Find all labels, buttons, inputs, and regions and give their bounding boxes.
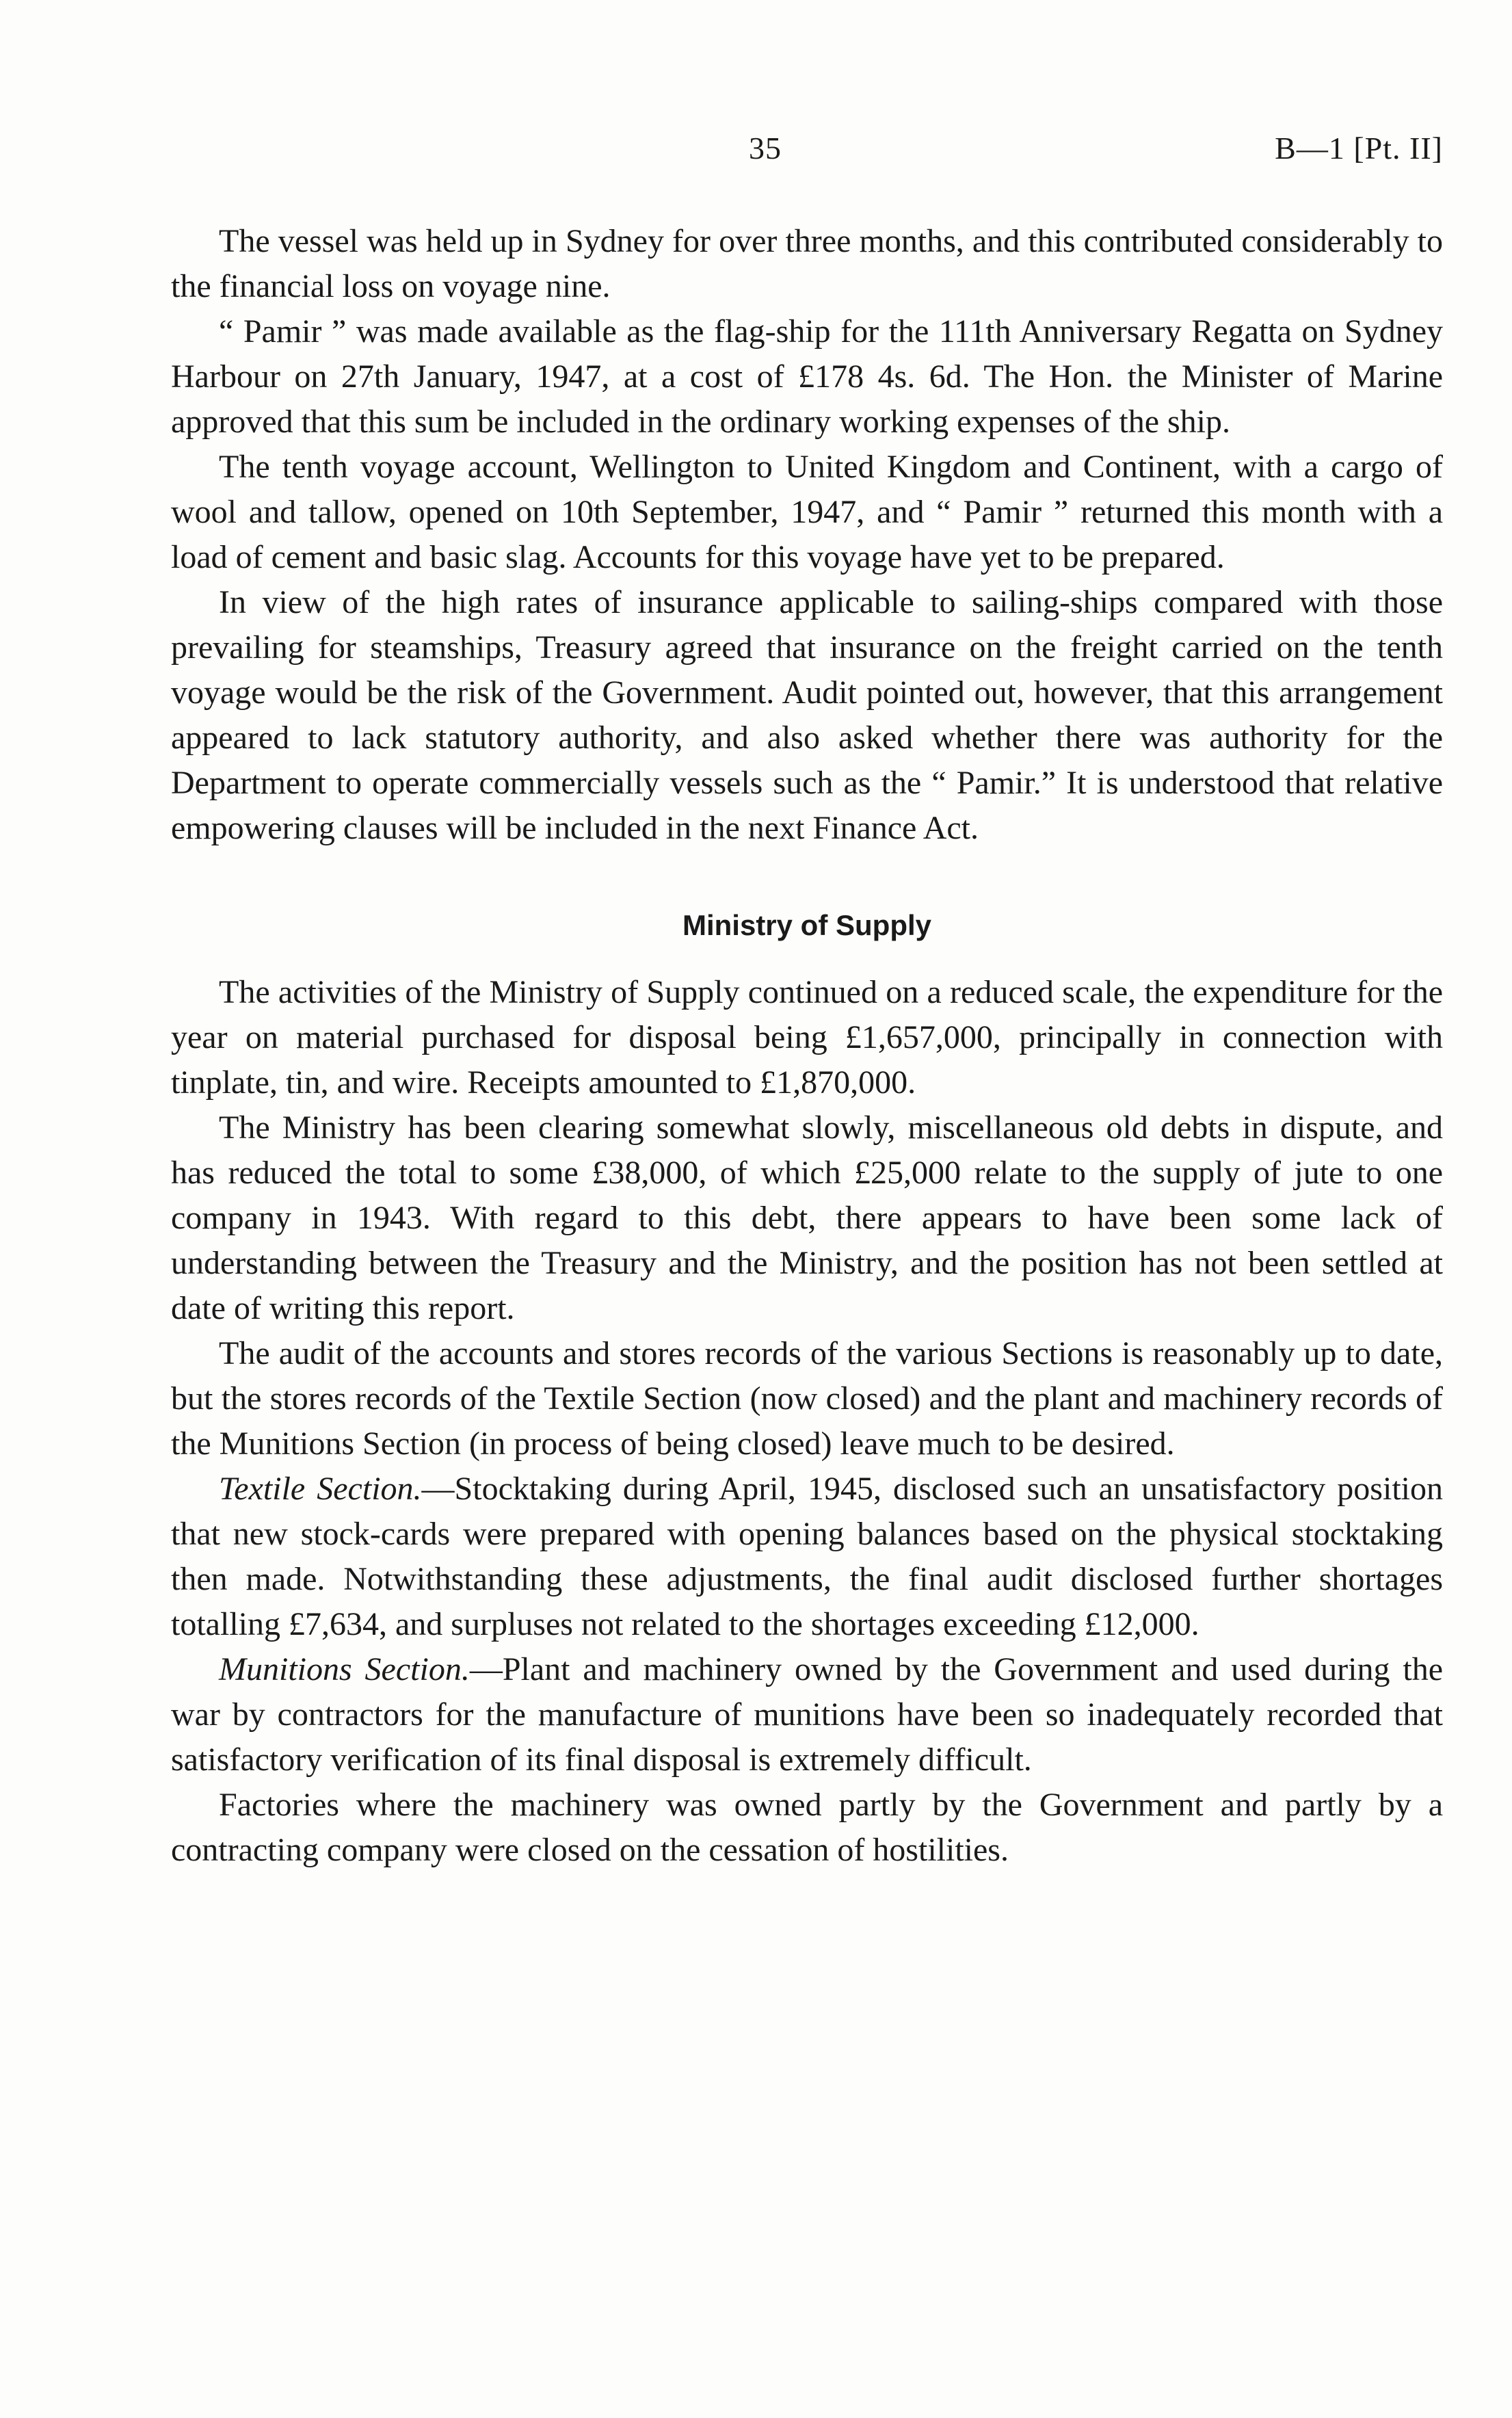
body-text <box>171 219 1443 1873</box>
paragraph: In view of the high rates of insurance applicable to sailing-ships compared with those prevailing for steamships, Treasury agreed that insurance on the freight carried on the tenth voyage would be the risk of the Government. Audit pointed out, however, that this arrangement appeared to lack statutory authority, and also asked whether there was authority for the Department to operate commercially vessels such as the “ Pamir.” It is understood that relative empowering clauses will be included in the next Finance Act. <box>171 584 1443 846</box>
page-number: 35 <box>749 131 782 166</box>
textile-section-text: —Stocktaking during April, 1945, disclosed such an unsatisfactory position that new stock-cards were prepared with opening balances based on the physical stocktaking then made. Notwithstanding these adjustments, the final audit disclosed further shortages totalling £7,634, and surpluses not related to the shortages exceeding £12,000. <box>171 1471 1443 1642</box>
munitions-section-text: —Plant and machinery owned by the Government and used during the war by contractors for the manufacture of munitions have been so inadequately recorded that satisfactory verification of its final disposal is extremely difficult. <box>171 1651 1444 1778</box>
paragraph: The Ministry has been clearing somewhat slowly, miscellaneous old debts in dispute, and has reduced the total to some £38,000, of which £25,000 relate to the supply of jute to one company in 1943. With regard to this debt, there appears to have been some lack of understanding between the Treasury and the Ministry, and the position has not been settled at date of writing this report. <box>171 1109 1443 1326</box>
munitions-section-subhead: Munitions Section. <box>219 1651 470 1687</box>
paragraph: “ Pamir ” was made available as the flag-ship for the 111th Anniversary Regatta on Sydney Harbour on 27th January, 1947, at a cost of £178 4s. 6d. The Hon. the Minister of Marine approved that this sum be included in the ordinary working expenses of the ship. <box>171 313 1443 440</box>
munitions-section-paragraph <box>171 1647 1443 1783</box>
document-reference: B—1 [Pt. II] <box>1275 131 1443 166</box>
paragraph: The vessel was held up in Sydney for over three months, and this contributed considerably to the financial loss on voyage nine. <box>171 223 1443 304</box>
textile-section-subhead: Textile Section. <box>219 1471 422 1507</box>
paragraph: The tenth voyage account, Wellington to United Kingdom and Continent, with a cargo of wool and tallow, opened on 10th September, 1947, and “ Pamir ” returned this month with a load of cement and basic slag. Accounts for this voyage have yet to be prepared. <box>171 449 1443 575</box>
paragraph: The activities of the Ministry of Supply continued on a reduced scale, the expenditure for the year on material purchased for disposal being £1,657,000, principally in connection with tinplate, tin, and wire. Receipts amounted to £1,870,000. <box>171 974 1443 1101</box>
textile-section-paragraph <box>171 1467 1443 1647</box>
paragraph: The audit of the accounts and stores records of the various Sections is reasonably up to date, but the stores records of the Textile Section (now closed) and the plant and machinery records of the Munitions Section (in process of being closed) leave much to be desired. <box>171 1335 1443 1462</box>
closing-paragraph: Factories where the machinery was owned partly by the Government and partly by a contracting company were closed on the cessation of hostilities. <box>171 1787 1443 1868</box>
section-heading: Ministry of Supply <box>682 909 931 941</box>
page-header <box>171 130 1443 185</box>
